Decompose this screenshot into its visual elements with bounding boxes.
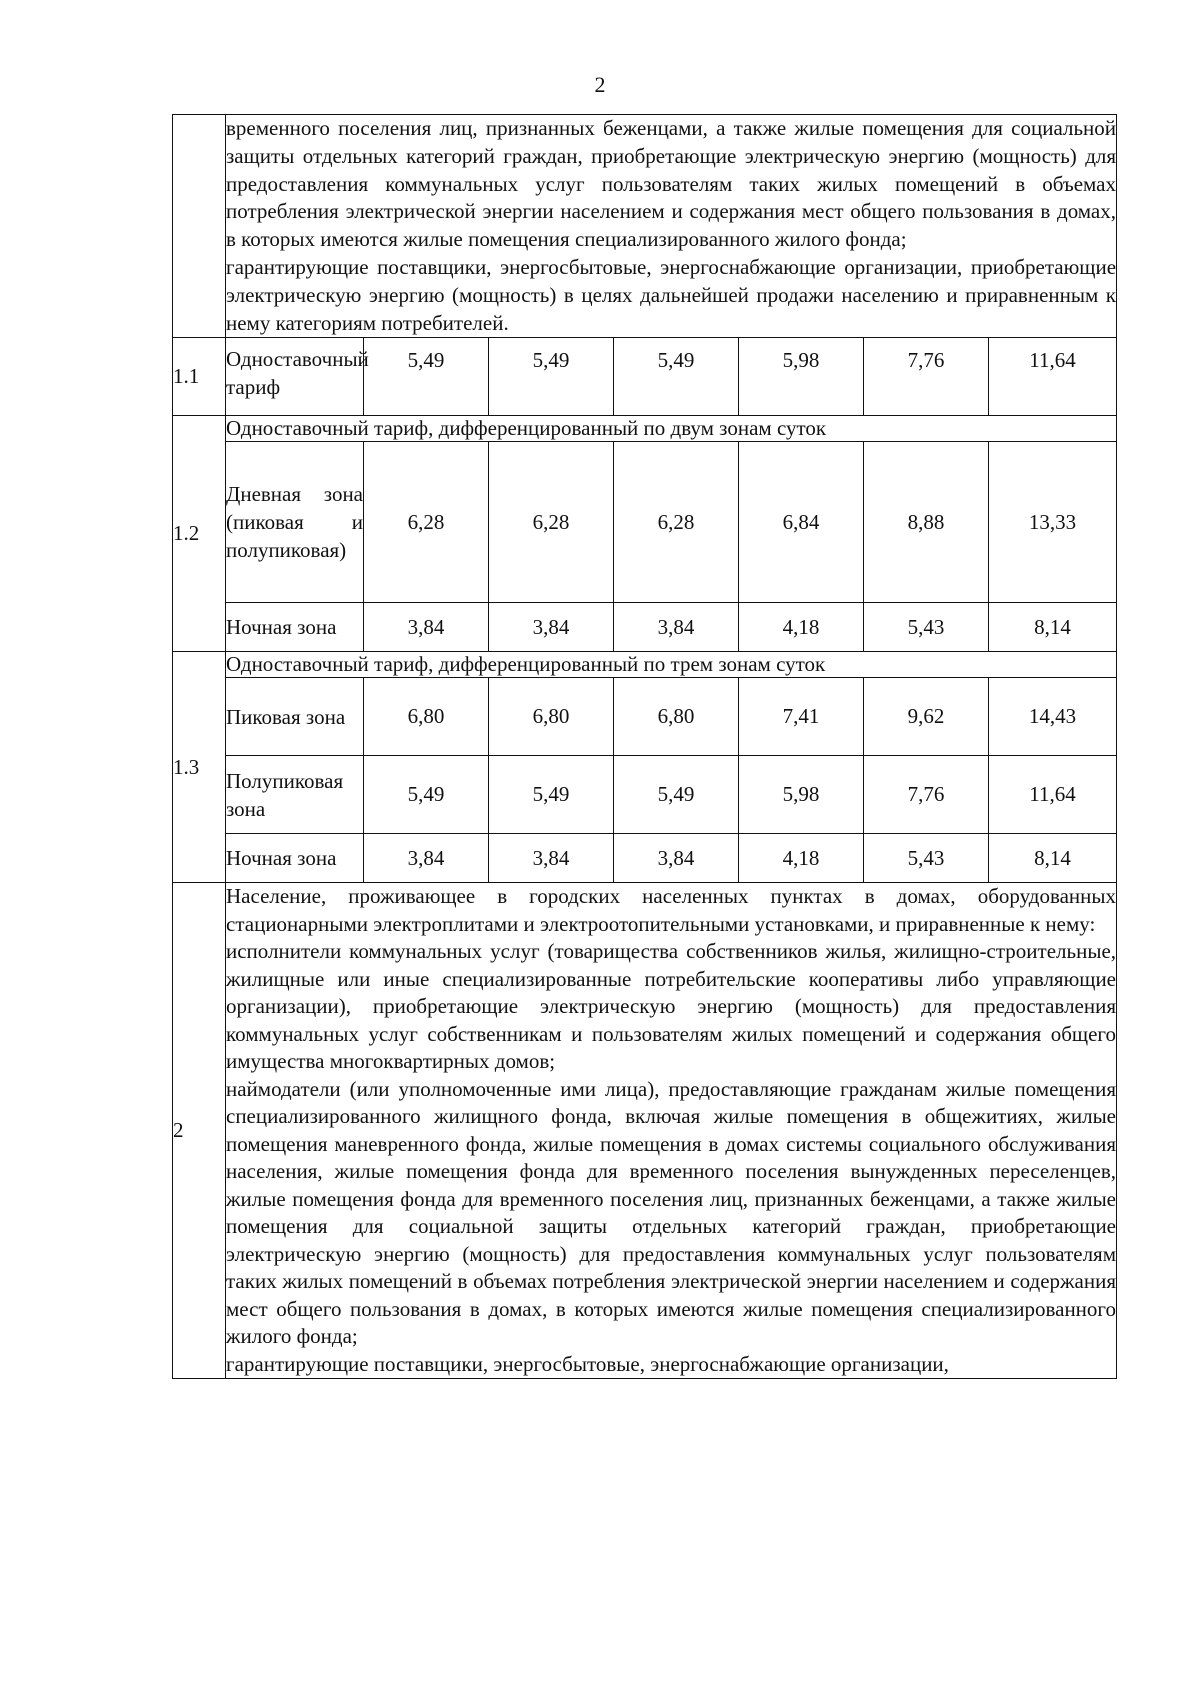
tariff-value: 11,64 xyxy=(989,338,1117,416)
tariff-value: 3,84 xyxy=(489,603,614,652)
section-2-row xyxy=(173,883,1117,1379)
page-number: 2 xyxy=(594,72,606,97)
section-2-text-cell xyxy=(226,883,1117,1379)
tariff-value: 4,18 xyxy=(739,603,864,652)
tariff-value: 6,80 xyxy=(489,678,614,756)
table-row xyxy=(173,442,1117,603)
tariff-value: 5,49 xyxy=(489,756,614,834)
tariff-value: 8,88 xyxy=(864,442,989,603)
tariff-value: 6,80 xyxy=(364,678,489,756)
tariff-label: Ночная зона xyxy=(226,603,364,652)
tariff-value: 5,49 xyxy=(489,338,614,416)
intro-paragraph: гарантирующие поставщики, энергосбытовые, энергоснабжающие организации, приобретающие электрическую энергию (мощность) в целях дальнейшей продажи населению и приравненным к нему категориям потребителей. xyxy=(226,254,1117,335)
tariff-value: 7,41 xyxy=(739,678,864,756)
tariff-label: Полупиковая зона xyxy=(226,756,364,834)
row-number: 2 xyxy=(173,883,226,1379)
tariff-value: 5,43 xyxy=(864,834,989,883)
tariff-value: 5,49 xyxy=(364,756,489,834)
tariff-value: 4,18 xyxy=(739,834,864,883)
tariff-value: 5,98 xyxy=(739,338,864,416)
tariff-value: 7,76 xyxy=(864,756,989,834)
tariff-table xyxy=(172,114,1117,1379)
tariff-label: Дневная зона (пиковая и полупиковая) xyxy=(226,442,364,603)
section-2-paragraph: Население, проживающее в городских населенных пунктах в домах, оборудованных стационарными электроплитами и электроотопительными установками, и приравненные к нему: xyxy=(226,884,1117,936)
tariff-label: Одноставочный тариф xyxy=(226,338,364,416)
row-number: 1.1 xyxy=(173,338,226,416)
tariff-value: 5,49 xyxy=(364,338,489,416)
tariff-value: 3,84 xyxy=(614,834,739,883)
tariff-value: 8,14 xyxy=(989,603,1117,652)
tariff-value: 14,43 xyxy=(989,678,1117,756)
section-heading-row xyxy=(173,652,1117,678)
tariff-value: 5,49 xyxy=(614,756,739,834)
tariff-value: 6,28 xyxy=(489,442,614,603)
tariff-value: 3,84 xyxy=(614,603,739,652)
tariff-value: 11,64 xyxy=(989,756,1117,834)
table-row xyxy=(173,338,1117,416)
tariff-value: 6,80 xyxy=(614,678,739,756)
tariff-label: Пиковая зона xyxy=(226,678,364,756)
tariff-value: 8,14 xyxy=(989,834,1117,883)
tariff-value: 9,62 xyxy=(864,678,989,756)
tariff-value: 13,33 xyxy=(989,442,1117,603)
table-row xyxy=(173,756,1117,834)
tariff-label: Ночная зона xyxy=(226,834,364,883)
table-row xyxy=(173,603,1117,652)
section-heading-row xyxy=(173,416,1117,442)
section-2-paragraph: исполнители коммунальных услуг (товарищества собственников жилья, жилищно-строительные, жилищные или иные специализированные потребительские кооперативы либо управляющие организации), приобретающие электрическую энергию (мощность) для предоставления коммунальных услуг собственникам и пользователям жилых помещений и содержания общего имущества многоквартирных домов; xyxy=(226,939,1117,1074)
section-2-paragraph: наймодатели (или уполномоченные ими лица), предоставляющие гражданам жилые помещения специализированного жилищного фонда, включая жилые помещения в общежитиях, жилые помещения маневренного фонда, жилые помещения в домах системы социального обслуживания населения, жилые помещения фонда для временного поселения вынужденных переселенцев, жилые помещения фонда для временного поселения лиц, признанных беженцами, а также жилые помещения для социальной защиты отдельных категорий граждан, приобретающие электрическую энергию (мощность) для предоставления коммунальных услуг пользователям таких жилых помещений в объемах потребления электрической энергии населением и содержания мест общего пользования в домах, в которых имеются жилые помещения специализированного жилого фонда; xyxy=(226,1076,1117,1349)
tariff-value: 5,49 xyxy=(614,338,739,416)
tariff-value: 3,84 xyxy=(364,603,489,652)
tariff-value: 7,76 xyxy=(864,338,989,416)
table-row xyxy=(173,678,1117,756)
tariff-value: 5,98 xyxy=(739,756,864,834)
intro-number-cell xyxy=(173,115,226,338)
section-heading: Одноставочный тариф, дифференцированный по двум зонам суток xyxy=(226,416,1117,442)
tariff-value: 6,84 xyxy=(739,442,864,603)
tariff-value: 6,28 xyxy=(614,442,739,603)
tariff-value: 5,43 xyxy=(864,603,989,652)
section-2-paragraph: гарантирующие поставщики, энергосбытовые, энергоснабжающие организации, xyxy=(226,1351,949,1376)
table-row xyxy=(173,834,1117,883)
intro-paragraph: временного поселения лиц, признанных беженцами, а также жилые помещения для социальной защиты отдельных категорий граждан, приобретающие электрическую энергию (мощность) для предоставления коммунальных услуг пользователям таких жилых помещений в объемах потребления электрической энергии населением и содержания мест общего пользования в домах, в которых имеются жилые помещения специализированного жилого фонда; xyxy=(226,116,1117,252)
row-number: 1.2 xyxy=(173,416,226,652)
tariff-value: 3,84 xyxy=(489,834,614,883)
tariff-value: 3,84 xyxy=(364,834,489,883)
row-number: 1.3 xyxy=(173,652,226,883)
section-heading: Одноставочный тариф, дифференцированный по трем зонам суток xyxy=(226,652,1117,678)
intro-text-cell xyxy=(226,115,1117,338)
tariff-value: 6,28 xyxy=(364,442,489,603)
intro-row xyxy=(173,115,1117,338)
